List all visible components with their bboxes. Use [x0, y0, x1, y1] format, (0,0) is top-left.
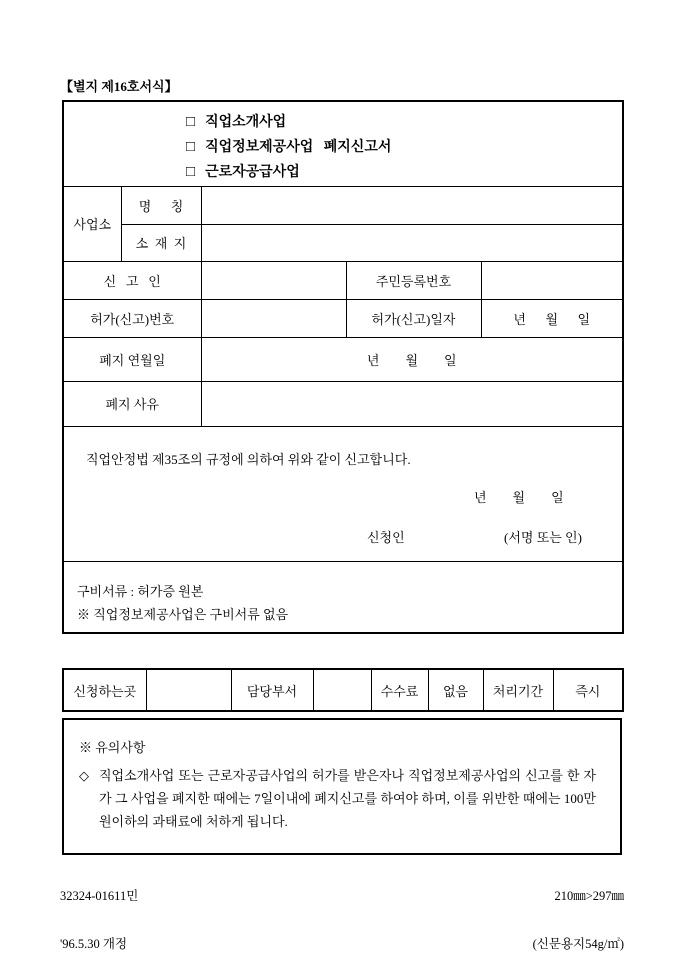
- department-label: 담당부서: [231, 669, 313, 711]
- apply-place-input[interactable]: [146, 669, 231, 711]
- footer-revision-date: '96.5.30 개정: [60, 937, 128, 951]
- business-name-label: 명 칭: [121, 186, 201, 224]
- footer-left: [60, 856, 138, 962]
- job-info-checkbox[interactable]: □: [186, 138, 196, 155]
- processing-period-value: 즉시: [553, 669, 623, 711]
- notes-box: [62, 718, 622, 855]
- note-text: 직업소개사업 또는 근로자공급사업의 허가를 받은자나 직업정보제공사업의 신고를 한 자가 그 사업을 폐지한 때에는 7일이내에 폐지신고를 하여야 하며, 이를 위반한 때에는 100만원이하의 과태료에 처하게 됩니다.: [99, 768, 596, 829]
- form-title-section: [63, 101, 623, 186]
- labor-supply-checkbox[interactable]: □: [186, 163, 196, 180]
- closure-reason-input[interactable]: [201, 381, 623, 426]
- permit-date-label: 허가(신고)일자: [346, 299, 481, 337]
- footer-paper-type: (신문용지54g/㎡): [532, 937, 624, 951]
- department-input[interactable]: [313, 669, 371, 711]
- fee-value: 없음: [428, 669, 483, 711]
- applicant-label: 신청인: [367, 529, 405, 545]
- resident-number-label: 주민등록번호: [346, 261, 481, 299]
- footer-paper-size: 210㎜>297㎜: [554, 889, 624, 903]
- notes-title: ※ 유의사항: [79, 740, 146, 755]
- job-placement-label: 직업소개사업: [205, 114, 287, 130]
- business-office-label: 사업소: [63, 186, 121, 261]
- processing-info-table: [62, 668, 624, 712]
- permit-date-value[interactable]: 년 월 일: [481, 299, 623, 337]
- statement-section: [63, 426, 623, 561]
- labor-supply-label: 근로자공급사업: [205, 164, 300, 180]
- title-line-job-info: [186, 135, 622, 160]
- reporter-label: 신 고 인: [63, 261, 201, 299]
- fee-label: 수수료: [371, 669, 428, 711]
- resident-number-input[interactable]: [481, 261, 623, 299]
- title-line-job-placement: [186, 110, 622, 135]
- statement-date[interactable]: 년 월 일: [474, 489, 564, 505]
- job-placement-checkbox[interactable]: □: [186, 113, 196, 130]
- processing-period-label: 처리기간: [483, 669, 553, 711]
- closure-reason-label: 폐지 사유: [63, 381, 201, 426]
- business-address-input[interactable]: [201, 224, 623, 261]
- footer-form-code: 32324-01611민: [60, 889, 139, 903]
- closure-date-label: 폐지 연월일: [63, 337, 201, 381]
- business-name-input[interactable]: [201, 186, 623, 224]
- business-address-label: 소 재 지: [121, 224, 201, 261]
- signature-note[interactable]: (서명 또는 인): [504, 529, 582, 545]
- permit-number-label: 허가(신고)번호: [63, 299, 201, 337]
- documents-section: [63, 561, 623, 633]
- reporter-input[interactable]: [201, 261, 346, 299]
- apply-place-label: 신청하는곳: [63, 669, 146, 711]
- job-info-label: 직업정보제공사업 폐지신고서: [205, 139, 392, 155]
- form-number-label: 【별지 제16호서식】: [60, 79, 178, 94]
- closure-date-value[interactable]: 년 월 일: [201, 337, 623, 381]
- note-item: [79, 765, 596, 833]
- required-documents-line: 구비서류 : 허가증 원본: [77, 583, 204, 599]
- required-documents-note: ※ 직업정보제공사업은 구비서류 없음: [77, 606, 289, 622]
- main-form-table: [62, 100, 624, 634]
- footer-right: [533, 856, 624, 962]
- statement-text: 직업안정법 제35조의 규정에 의하여 위와 같이 신고합니다.: [86, 451, 411, 467]
- title-line-labor-supply: [186, 160, 622, 185]
- diamond-bullet-icon: ◇: [79, 768, 89, 783]
- permit-number-input[interactable]: [201, 299, 346, 337]
